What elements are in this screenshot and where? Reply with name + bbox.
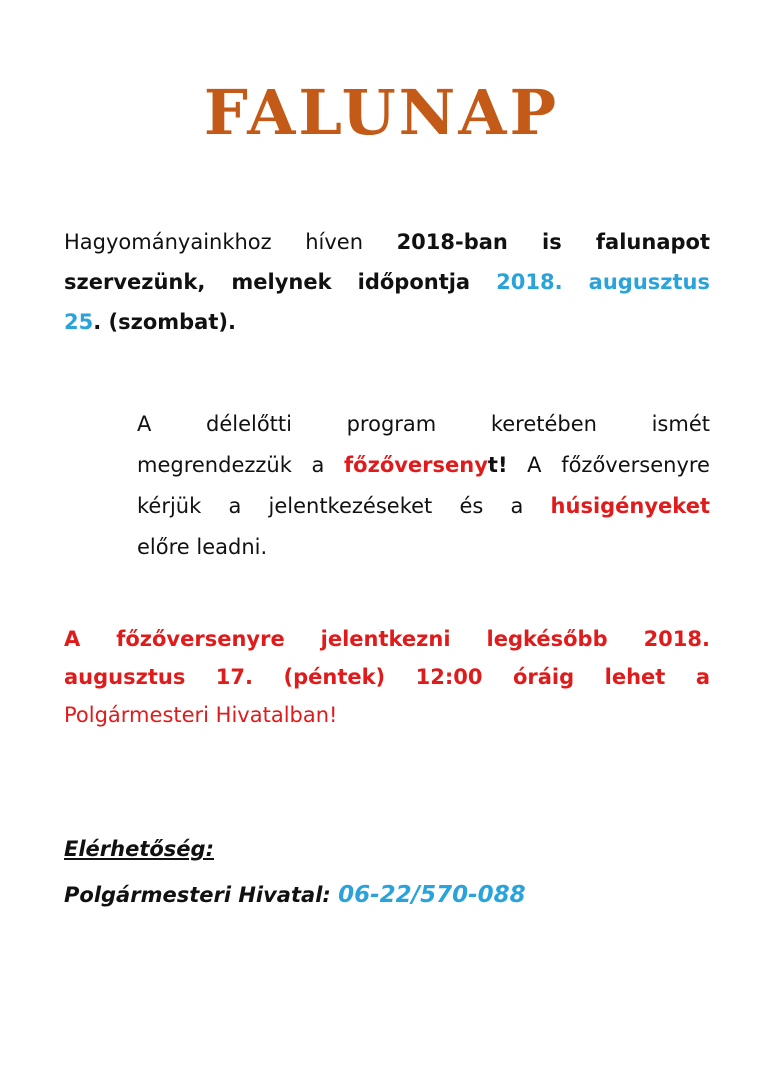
contact-line [64, 882, 526, 908]
program-line-1: A délelőtti program keretében ismét [137, 412, 710, 436]
meat-request-highlight: húsigényeket [550, 494, 710, 518]
intro-line-2: szervezünk, melynek időpontja 2018. augusztus [64, 270, 710, 294]
page-title: FALUNAP [203, 76, 560, 149]
intro-line-3: 25. (szombat). [64, 310, 236, 334]
intro-line-1: Hagyományainkhoz híven 2018-ban is falunapot [64, 230, 710, 254]
contact-label: Polgármesteri Hivatal: [64, 883, 339, 907]
intro-paragraph [64, 222, 710, 342]
cooking-contest-highlight: főzőverseny [344, 453, 488, 477]
program-line-4: előre leadni. [137, 535, 268, 559]
deadline-line-3: Polgármesteri Hivatalban! [64, 703, 338, 727]
event-date: 2018. augusztus [496, 270, 710, 294]
program-line-3: kérjük a jelentkezéseket és a húsigényeket [137, 494, 710, 518]
program-paragraph [137, 404, 710, 568]
phone-number[interactable]: 06-22/570-088 [338, 882, 526, 908]
deadline-line-2: augusztus 17. (péntek) 12:00 óráig lehet a [64, 665, 710, 689]
contact-heading: Elérhetőség: [64, 837, 214, 861]
program-line-2: megrendezzük a főzőversenyt! A főzőversenyre [137, 453, 710, 477]
deadline-paragraph [64, 620, 710, 734]
deadline-line-1: A főzőversenyre jelentkezni legkésőbb 2018. [64, 627, 710, 651]
